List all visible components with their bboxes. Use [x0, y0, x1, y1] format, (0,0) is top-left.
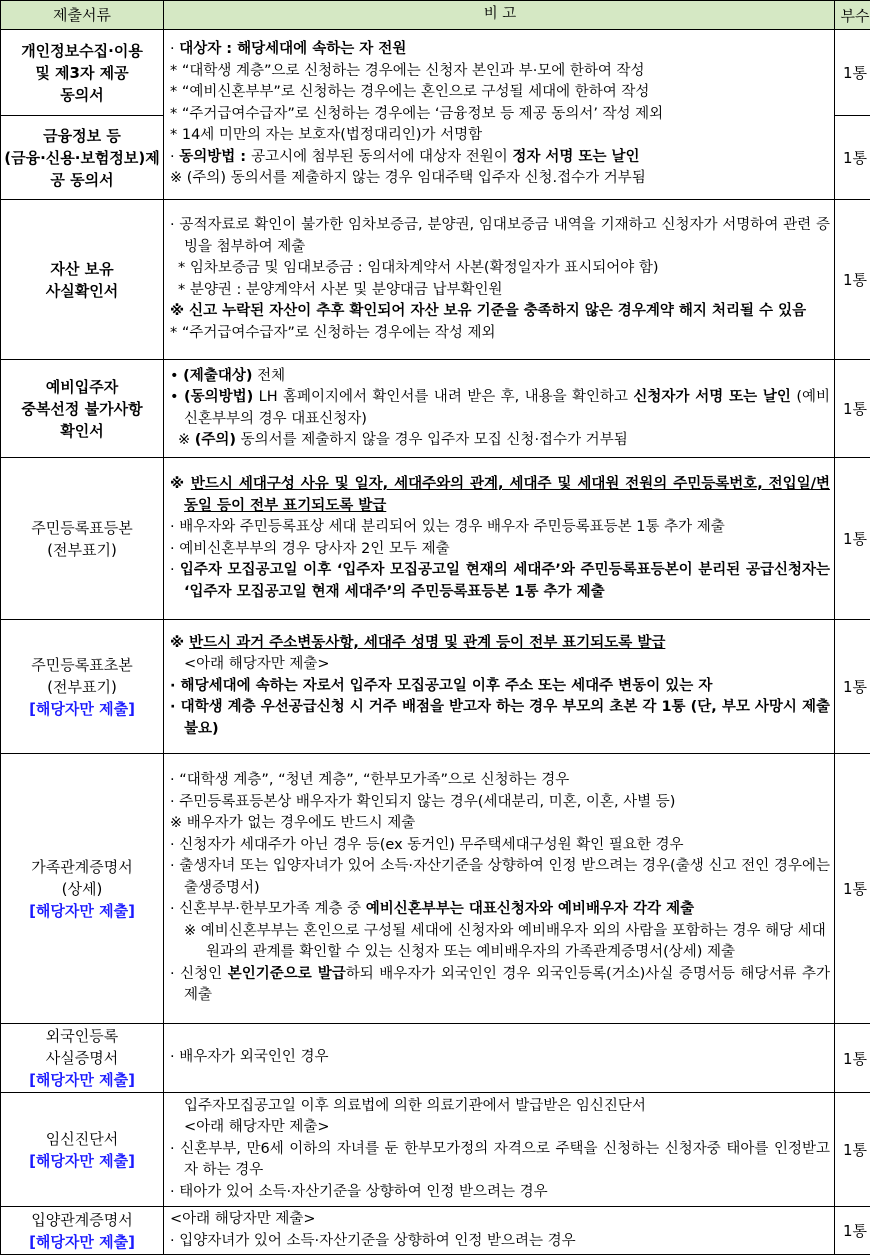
table-row [1, 754, 870, 1024]
remark-line: • (동의방법) LH 홈페이지에서 확인서를 내려 받은 후, 내용을 확인하고 신청자가 서명 또는 날인 (예비신혼부부의 경우 대표신청자) [170, 389, 830, 427]
table-header-row [1, 1, 870, 30]
remark-line: · 배우자가 외국인인 경우 [170, 1049, 329, 1066]
remark-line: <아래 해당자만 제출> [184, 1119, 330, 1136]
remark-line: · 주민등록표등본상 배우자가 확인되지 않는 경우(세대분리, 미혼, 이혼, 사별 등) [170, 793, 676, 810]
doc-name-line: 주민등록표초본 [31, 655, 133, 674]
doc-name-line: 사실증명서 [45, 1049, 119, 1067]
doc-name-line: 금융정보 등 [43, 126, 121, 145]
remark-line: ※ (주의) 동의서를 제출하지 않을 경우 입주자 모집 신청·접수가 거부됨 [178, 432, 628, 448]
remark-line: · 입양자녀가 있어 소득·자산기준을 상향하여 인정 받으려는 경우 [170, 1232, 576, 1249]
doc-name-line: 공 동의서 [50, 170, 114, 189]
remark-line: · 배우자와 주민등록표상 세대 분리되어 있는 경우 배우자 주민등록표등본 1통 추가 제출 [170, 519, 725, 535]
doc-name-cell [1, 620, 164, 754]
remark-line: ※ 반드시 과거 주소변동사항, 세대주 성명 및 관계 등이 전부 표기되도록 발급 [170, 634, 666, 651]
doc-name-line: 개인정보수집·이용 [21, 41, 143, 60]
copies-cell: 1통 [835, 1024, 870, 1093]
remark-line: <아래 해당자만 제출> [170, 1211, 316, 1227]
doc-name-line: (금융·신용·보험정보)제 [4, 148, 160, 167]
doc-name-line: (상세) [61, 879, 103, 898]
remark-line: * 14세 미만의 자는 보호자(법정대리인)가 서명함 [170, 127, 483, 144]
remark-line: * “주거급여수급자”로 신청하는 경우에는 작성 제외 [170, 324, 496, 341]
remark-line: ※ 신고 누락된 자산이 추후 확인되어 자산 보유 기준을 충족하지 않은 경우계약 해지 처리될 수 있음 [170, 303, 807, 319]
remarks-cell [164, 754, 835, 1024]
table-row [1, 360, 870, 458]
doc-name-cell [1, 1093, 164, 1207]
copies-cell: 1통 [835, 1093, 870, 1207]
copies-cell: 1통 [835, 360, 870, 458]
remark-line: ※ 배우자가 없는 경우에도 반드시 제출 [170, 815, 416, 832]
copies-cell: 1통 [835, 30, 870, 116]
remark-line: * 분양권 : 분양계약서 사본 및 분양대금 납부확인원 [178, 281, 503, 298]
doc-name-line: 자산 보유 [50, 259, 114, 278]
doc-name-cell [1, 360, 164, 458]
doc-name-line: 예비입주자 [45, 377, 119, 396]
submission-tag: [해당자만 제출] [29, 1232, 135, 1251]
doc-name-line: 가족관계증명서 [31, 857, 133, 876]
copies-cell: 1통 [835, 620, 870, 754]
submission-tag: [해당자만 제출] [29, 1071, 135, 1089]
remark-line: · 신혼부부, 만6세 이하의 자녀를 둔 한부모가정의 자격으로 주택을 신청하는 신청자중 태아를 인정받고자 하는 경우 [170, 1140, 830, 1179]
copies-cell: 1통 [835, 116, 870, 200]
remark-line: · 출생자녀 또는 입양자녀가 있어 소득·자산기준을 상향하여 인정 받으려는 경우(출생 신고 전인 경우에는 출생증명서) [170, 858, 830, 896]
copies-cell: 1통 [835, 754, 870, 1024]
doc-name-line: 임신진단서 [45, 1129, 119, 1148]
remark-line: · “대학생 계층”, “청년 계층”, “한부모가족”으로 신청하는 경우 [170, 772, 570, 789]
remarks-cell [164, 458, 835, 620]
doc-name-line: 사실확인서 [45, 281, 119, 300]
remark-line: · 대상자 : 해당세대에 속하는 자 전원 [170, 41, 407, 58]
doc-name-cell [1, 458, 164, 620]
remark-line: · 태아가 있어 소득·자산기준을 상향하여 인정 받으려는 경우 [170, 1183, 548, 1200]
doc-name-line: 중복선정 불가사항 [21, 399, 143, 418]
remark-line: · 신청인 본인기준으로 발급하되 배우자가 외국인인 경우 외국인등록(거소)사실 증명서등 해당서류 추가제출 [170, 965, 830, 1004]
remark-line: · 대학생 계층 우선공급신청 시 거주 배점을 받고자 하는 경우 부모의 초본 각 1통 (단, 부모 사망시 제출 불요) [170, 699, 830, 737]
header-copies: 부수 [835, 1, 870, 30]
remark-line: 입주자모집공고일 이후 의료법에 의한 의료기관에서 발급받은 임신진단서 [184, 1097, 646, 1114]
remark-line: · 동의방법 : 공고시에 첨부된 동의서에 대상자 전원이 정자 서명 또는 날인 [170, 148, 640, 165]
table-row [1, 200, 870, 360]
remark-line: · 해당세대에 속하는 자로서 입주자 모집공고일 이후 주소 또는 세대주 변동이 있는 자 [170, 677, 713, 694]
remarks-cell [164, 1207, 835, 1255]
doc-name-line: 외국인등록 [45, 1027, 119, 1045]
remark-line: * “주거급여수급자”로 신청하는 경우에는 ‘금융정보 등 제공 동의서’ 작성 제외 [170, 105, 664, 122]
remarks-cell [164, 1024, 835, 1093]
remark-line: * “예비신혼부부”로 신청하는 경우에는 혼인으로 구성될 세대에 한하여 작성 [170, 84, 650, 101]
submission-tag: [해당자만 제출] [29, 699, 135, 718]
copies-cell: 1통 [835, 200, 870, 360]
remark-line: * “대학생 계층”으로 신청하는 경우에는 신청자 본인과 부·모에 한하여 작성 [170, 62, 645, 79]
doc-name-cell [1, 116, 164, 200]
doc-name-line: 확인서 [60, 421, 104, 440]
table-row [1, 620, 870, 754]
remark-line: ※ (주의) 동의서를 제출하지 않는 경우 임대주택 입주자 신청.접수가 거부됨 [170, 170, 646, 187]
remark-line: * 임차보증금 및 임대보증금 : 임대차계약서 사본(확정일자가 표시되어야 함) [178, 260, 659, 276]
doc-name-line: (전부표기) [47, 540, 117, 559]
submission-tag: [해당자만 제출] [29, 1151, 135, 1170]
doc-name-cell [1, 754, 164, 1024]
remarks-cell [164, 360, 835, 458]
remark-line: · 신청자가 세대주가 아닌 경우 등(ex 동거인) 무주택세대구성원 확인 필요한 경우 [170, 836, 684, 853]
table-row [1, 1024, 870, 1093]
remark-line: ※ 반드시 세대구성 사유 및 일자, 세대주와의 관계, 세대주 및 세대원 전원의 주민등록번호, 전입일/변동일 등이 전부 표기되도록 발급 [170, 476, 830, 514]
doc-name-line: 입양관계증명서 [31, 1210, 133, 1229]
remark-line: · 입주자 모집공고일 이후 ‘입주자 모집공고일 현재의 세대주’와 주민등록표등본이 분리된 공급신청자는 ‘입주자 모집공고일 현재 세대주’의 주민등록표등본 1통 추가 제출 [170, 562, 830, 600]
remark-line: ※ 예비신혼부부는 혼인으로 구성될 세대에 신청자와 예비배우자 외의 사람을 포함하는 경우 해당 세대원과의 관계를 확인할 수 있는 신청자 또는 예비배우자의 가족관계증명서(상세) 제출 [184, 922, 826, 961]
remark-line: · 신혼부부·한부모가족 계층 중 예비신혼부부는 대표신청자와 예비배우자 각각 제출 [170, 901, 695, 918]
table-row [1, 30, 870, 116]
doc-name-cell [1, 200, 164, 360]
doc-name-line: 동의서 [60, 85, 104, 104]
doc-name-cell [1, 1207, 164, 1255]
copies-cell: 1통 [835, 458, 870, 620]
remark-line: · 공적자료로 확인이 불가한 임차보증금, 분양권, 임대보증금 내역을 기재하고 신청자가 서명하여 관련 증빙을 첨부하여 제출 [170, 217, 830, 255]
doc-name-line: 및 제3자 제공 [35, 63, 129, 82]
submission-tag: [해당자만 제출] [29, 901, 135, 920]
table-row [1, 458, 870, 620]
doc-name-line: (전부표기) [47, 677, 117, 696]
remarks-cell [164, 620, 835, 754]
remarks-cell [164, 1093, 835, 1207]
remarks-cell [164, 30, 835, 200]
doc-name-cell [1, 30, 164, 116]
remark-line: <아래 해당자만 제출> [184, 656, 330, 673]
copies-cell: 1통 [835, 1207, 870, 1255]
doc-name-cell [1, 1024, 164, 1093]
doc-name-line: 주민등록표등본 [31, 518, 133, 537]
table-row [1, 1093, 870, 1207]
table-row [1, 1207, 870, 1255]
remark-line: • (제출대상) 전체 [170, 367, 286, 384]
header-document: 제출서류 [1, 1, 164, 30]
remark-line: · 예비신혼부부의 경우 당사자 2인 모두 제출 [170, 540, 450, 557]
header-remarks: 비 고 [164, 1, 835, 30]
remarks-cell [164, 200, 835, 360]
